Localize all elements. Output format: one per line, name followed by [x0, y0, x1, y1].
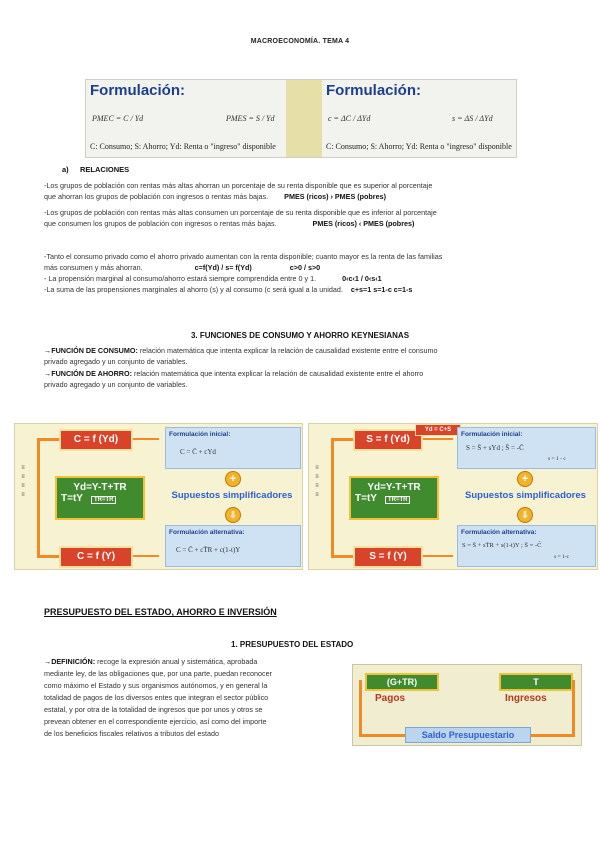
consumo-top-box: C = f (Yd): [59, 429, 133, 451]
funcion-ahorro-text-1: relación matemática que intenta explicar la relación de causalidad existente entre el ahorro: [131, 369, 424, 378]
presupuesto-main-title: PRESUPUESTO DEL ESTADO, AHORRO E INVERSIÓN: [44, 607, 277, 617]
funcion-consumo-line-1: [44, 345, 438, 356]
relaciones-line-1: -Los grupos de población con rentas más altas ahorran un porcentaje de su renta disponible que es superior al porcentaje: [44, 181, 433, 190]
pmes-formula: PMES = S / Yd: [226, 114, 275, 123]
formulacion-left-note: C: Consumo; S: Ahorro; Yd: Renta o "ingreso" disponible: [90, 142, 276, 151]
ahorro-center-line-2: [351, 493, 437, 504]
formulacion-right: [322, 80, 516, 157]
ahorro-center-t: T=tY: [355, 493, 377, 504]
consumo-center-t: T=tY: [61, 493, 83, 504]
ahorro-bottom-box: S = f (Y): [353, 546, 423, 568]
ahorro-center-line-1: Yd=Y-T+TR: [367, 482, 421, 493]
funcion-consumo-text-2: privado agregado y un conjunto de variables.: [44, 357, 188, 366]
ahorro-initial-formula: S = S̄ + sYd ; S̄ = -C̄: [466, 444, 524, 452]
consumo-side-decoration: ≡ ≡ ≡ ≡: [21, 465, 25, 498]
definicion-line-6: prevean obtener en el correspondiente ejercicio, así como del importe: [44, 717, 267, 726]
ahorro-bottom-arrow: [423, 555, 453, 557]
ingresos-box: T: [499, 673, 573, 691]
ahorro-bracket: [331, 438, 334, 558]
ingresos-label: Ingresos: [505, 693, 547, 704]
funcion-consumo-label: →FUNCIÓN DE CONSUMO:: [44, 346, 138, 355]
ahorro-alternative-formula: S = S̄ + sT̄R + s(1-t)Y ; S̄ = -C̄: [462, 542, 542, 549]
presupuesto-subtitle: 1. PRESUPUESTO DEL ESTADO: [231, 640, 354, 649]
relaciones-line-7-text: - La propensión marginal al consumo/ahorro estará siempre comprendida entre 0 y 1.: [44, 274, 317, 283]
ahorro-initial-title: Formulación inicial:: [461, 431, 523, 438]
arrow-down-icon: ⇩: [225, 507, 241, 523]
presupuesto-diagram: [352, 664, 582, 746]
ahorro-initial-sub: s = 1 - c: [548, 456, 566, 462]
definicion-line-4: totalidad de pagos de los diversos entes que integran el sector público: [44, 693, 269, 702]
ahorro-side-decoration: ≡ ≡ ≡ ≡: [315, 465, 319, 498]
formulacion-right-note: C: Consumo; S: Ahorro; Yd: Renta o "ingreso" disponible: [326, 142, 512, 151]
consumo-center-line-2: [57, 493, 143, 504]
consumo-alternative-panel: [165, 525, 301, 567]
consumo-diagram: [14, 423, 303, 570]
consumo-initial-panel: [165, 427, 301, 469]
relaciones-bold-4: 0‹c‹1 / 0‹s‹1: [342, 274, 382, 283]
ahorro-supuestos: Supuestos simplificadores: [465, 490, 586, 501]
relaciones-heading: RELACIONES: [80, 165, 130, 174]
relaciones-bold-3b: c>0 / s>0: [289, 263, 321, 272]
pmec-formula: PMEC = C / Yd: [92, 114, 144, 123]
formulacion-separator: [286, 80, 322, 157]
relaciones-line-4-text: que consumen los grupos de población con ingresos o rentas más bajas.: [44, 219, 277, 228]
plus-icon: +: [517, 471, 533, 487]
presupuesto-bracket-right: [572, 680, 575, 736]
ahorro-alternative-panel: [457, 525, 596, 567]
consumo-bracket-top: [37, 438, 59, 441]
section-3-title: 3. FUNCIONES DE CONSUMO Y AHORRO KEYNESIANAS: [190, 331, 410, 340]
c-marginal-formula: c = ΔC / ΔYd: [328, 114, 371, 123]
relaciones-line-6-text: más consumen y más ahorran.: [44, 263, 143, 272]
ahorro-bracket-bottom: [331, 555, 353, 558]
relaciones-bold-2: PMES (ricos) ‹ PMES (pobres): [312, 219, 415, 228]
consumo-alternative-title: Formulación alternativa:: [169, 529, 245, 536]
relaciones-bold-1: PMES (ricos) › PMES (pobres): [284, 192, 386, 201]
funcion-consumo-text-1: relación matemática que intenta explicar la relación de causalidad existente entre el consumo: [137, 346, 438, 355]
relaciones-line-8-text: -La suma de las propensiones marginales al ahorro (s) y al consumo (c será igual a la unidad.: [44, 285, 343, 294]
relaciones-line-4: [44, 218, 414, 229]
formulacion-left: [86, 80, 286, 157]
formulacion-figure: [85, 79, 517, 158]
relaciones-line-3: -Los grupos de población con rentas más altas consumen un porcentaje de su renta disponible que es inferior al porcentaje: [44, 208, 437, 217]
relaciones-bold-5: c+s=1 s=1-c c=1-s: [350, 285, 413, 294]
plus-icon: +: [225, 471, 241, 487]
relaciones-bold-3a: c=f(Yd) / s= f(Yd): [194, 263, 252, 272]
consumo-supuestos: Supuestos simplificadores: [171, 490, 293, 501]
ahorro-top-box: S = f (Yd): [353, 429, 423, 451]
consumo-center-box: [55, 476, 145, 520]
funcion-ahorro-text-2: privado agregado y un conjunto de variables.: [44, 380, 188, 389]
relaciones-line-8: [44, 284, 412, 295]
presupuesto-bracket-bottom-left: [359, 734, 405, 737]
ahorro-bracket-top: [331, 438, 353, 441]
presupuesto-bracket-left: [359, 680, 362, 736]
relaciones-line-2: [44, 191, 386, 202]
consumo-center-tr: TR=T̄R: [91, 496, 117, 504]
consumo-bottom-box: C = f (Y): [59, 546, 133, 568]
consumo-bracket-bottom: [37, 555, 59, 558]
relaciones-line-7: [44, 273, 382, 284]
ahorro-center-tr: TR=T̄R: [385, 496, 411, 504]
funcion-ahorro-label: →FUNCIÓN DE AHORRO:: [44, 369, 132, 378]
definicion-line-3: como máximo el Estado y sus organismos autónomos, y en general la: [44, 681, 268, 690]
s-marginal-formula: s = ΔS / ΔYd: [452, 114, 493, 123]
consumo-initial-formula: C = C̄ + cYd: [180, 448, 216, 456]
presupuesto-bracket-bottom-right: [529, 734, 575, 737]
funcion-ahorro-line-1: [44, 368, 423, 379]
definicion-line-5: estatal, y por otra de la totalidad de ingresos que por unos y otros se: [44, 705, 263, 714]
consumo-top-arrow: [133, 438, 159, 440]
ahorro-center-box: [349, 476, 439, 520]
ahorro-diagram: [308, 423, 598, 570]
consumo-initial-title: Formulación inicial:: [169, 431, 231, 438]
consumo-bracket: [37, 438, 40, 558]
formulacion-left-title: Formulación:: [90, 82, 186, 99]
pagos-box: (G+TR): [365, 673, 439, 691]
relaciones-letter: a): [62, 165, 69, 174]
relaciones-line-6: [44, 262, 320, 273]
definicion-line-1: [44, 656, 257, 667]
formulacion-right-title: Formulación:: [326, 82, 422, 99]
ahorro-top-arrow: [423, 438, 453, 440]
pagos-label: Pagos: [375, 693, 406, 704]
arrow-down-icon: ⇩: [517, 507, 533, 523]
consumo-bottom-arrow: [133, 555, 159, 557]
definicion-line-2: mediante ley, de las obligaciones que, por una parte, puedan reconocer: [44, 669, 273, 678]
consumo-alternative-formula: C = C̄ + cT̄R + c(1-t)Y: [176, 546, 241, 554]
ahorro-alternative-title: Formulación alternativa:: [461, 529, 537, 536]
definicion-line-7: de los beneficios fiscales relativos a tributos del estado: [44, 729, 219, 738]
consumo-center-line-1: Yd=Y-T+TR: [73, 482, 127, 493]
ahorro-top-label: Yd = C+S: [415, 424, 461, 436]
relaciones-line-2-text: que ahorran los grupos de población con ingresos o rentas más bajas.: [44, 192, 269, 201]
definicion-text-1: recoge la expresión anual y sistemática, aprobada: [95, 657, 258, 666]
document-header: MACROECONOMÍA. TEMA 4: [250, 38, 350, 45]
relaciones-line-5: -Tanto el consumo privado como el ahorro privado aumentan con la renta disponible; cuanto mayor es la renta de las familias: [44, 252, 443, 261]
ahorro-initial-panel: [457, 427, 596, 469]
saldo-presupuestario-box: Saldo Presupuestario: [405, 727, 531, 743]
definicion-label: →DEFINICIÓN:: [44, 657, 96, 666]
ahorro-alternative-sub: s = 1-c: [554, 554, 570, 560]
